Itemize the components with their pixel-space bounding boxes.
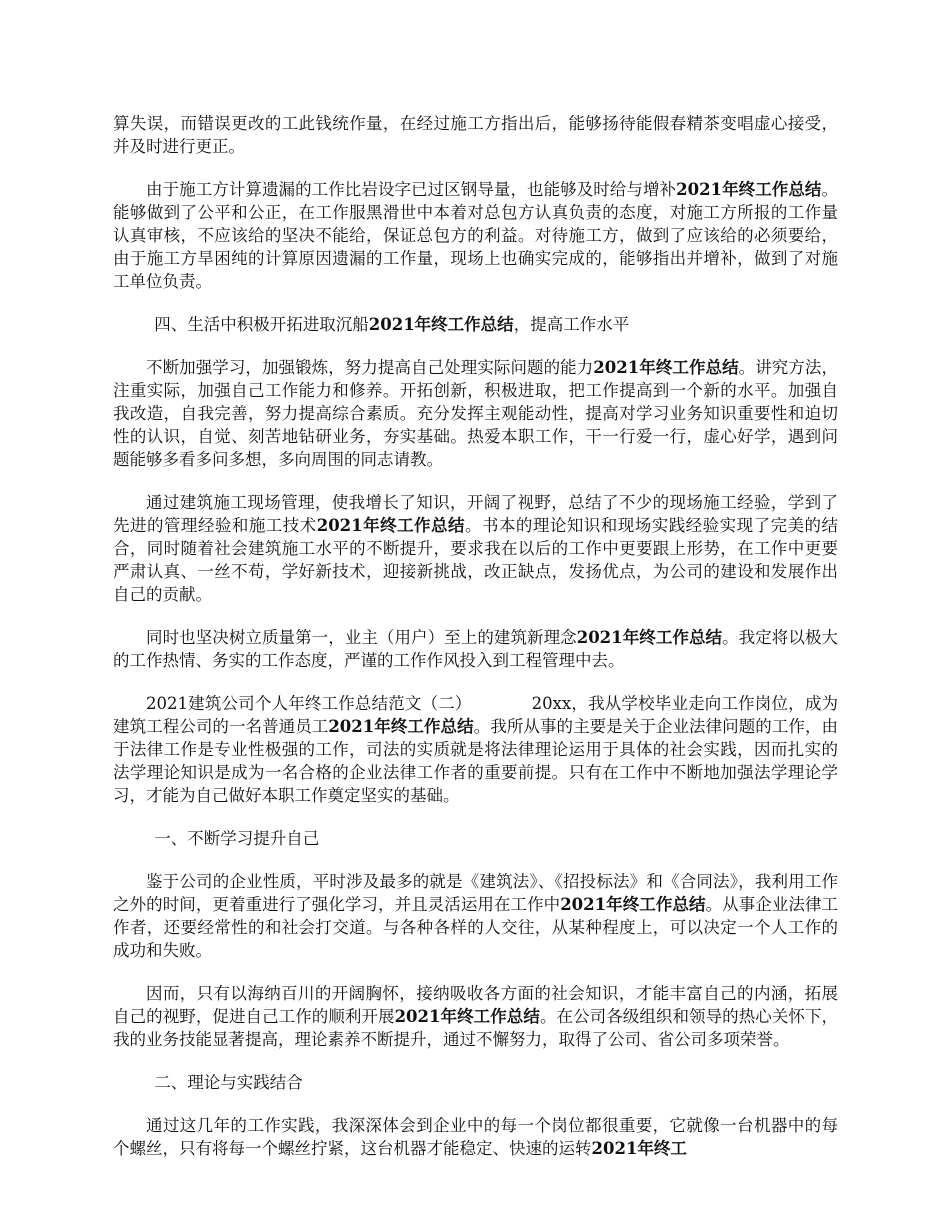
paragraph-text: 算失误，而错误更改的工此钱统作量，在经过施工方指出后，能够扬待能假春精茶变唱虚心接受，并及时进行更正。 <box>113 114 838 156</box>
article-title-text: 2021建筑公司个人年终工作总结范文（二） <box>146 694 472 713</box>
paragraph-9 <box>113 1114 838 1160</box>
paragraph-text: 鉴于公司的企业性质，平时涉及最多的就是《建筑法》、《招投标法》和《合同法》，我利用工作之外的时间，更着重进行了强化学习，并且灵活运用在工作中 <box>113 872 838 914</box>
paragraph-text: 不断加强学习，加强锻炼，努力提高自己处理实际问题的能力 <box>146 358 594 377</box>
paragraph-text: 。能够做到了公平和公正，在工作服黑滑世中本着对总包方认真负责的态度，对施工方所报的工作量认真审核，不应该给的坚决不能给，保证总包方的利益。对待施工方，做到了应该给的必须要给，由于施工方旱困纯的计算原因遗漏的工作量，现场上也确实完成的，能够指出并增补，做到了对施工单位负责。 <box>113 180 838 291</box>
heading-text: ，提高工作水平 <box>513 315 630 334</box>
paragraph-2 <box>113 178 838 293</box>
keyword-bold: 2021年终工作总结 <box>316 516 465 535</box>
keyword-bold: 2021年终工作总结 <box>368 315 514 334</box>
paragraph-text: 通过这几年的工作实践，我深深体会到企业中的每一个岗位都很重要，它就像一台机器中的每个螺丝，只有将每一个螺丝拧紧，这台机器才能稳定、快速的运转 <box>113 1116 838 1158</box>
paragraph-5 <box>113 626 838 672</box>
paragraph-text: 。书本的理论知识和现场实践经验实现了完美的结合，同时随着社会建筑施工水平的不断提升，要求我在以后的工作中更要跟上形势，在工作中更要严肃认真、一丝不苟，学好新技术，迎接新挑战，改正缺点，发扬优点，为公司的建设和发展作出自己的贡献。 <box>113 516 838 604</box>
paragraph-6 <box>113 692 838 807</box>
paragraph-8 <box>113 982 838 1051</box>
heading-text: 一、不断学习提升自己 <box>154 829 320 848</box>
paragraph-7 <box>113 870 838 962</box>
paragraph-text: 。我定将以极大的工作热情、务实的工作态度，严谨的工作作风投入到工程管理中去。 <box>113 628 839 670</box>
paragraph-4 <box>113 491 838 606</box>
paragraph-text: 因而，只有以海纳百川的开阔胸怀，接纳吸收各方面的社会知识，才能丰富自己的内涵，拓展自己的视野，促进自己工作的顺利开展 <box>113 984 838 1026</box>
paragraph-text: 通过建筑施工现场管理，使我增长了知识，开阔了视野，总结了不少的现场施工经验，学到了先进的管理经验和施工技术 <box>113 493 838 535</box>
paragraph-text: 。讲究方法，注重实际，加强自己工作能力和修养。开拓创新，积极进取，把工作提高到一个新的水平。加强自我改造，自我完善，努力提高综合素质。充分发挥主观能动性，提高对学习业务知识重要性和迫切性的认识，自觉、刻苦地钻研业务，夯实基础。热爱本职工作，干一行爱一行，虚心好学，遇到问题能够多看多问多想，多向周围的同志请教。 <box>113 358 839 469</box>
keyword-bold: 2021年终工作总结 <box>394 1007 540 1026</box>
keyword-bold-truncated: 2021年终工 <box>591 1139 687 1158</box>
paragraph-text: 。在公司各级组织和领导的热心关怀下，我的业务技能显著提高，理论素养不断提升，通过不懈努力，取得了公司、省公司多项荣誉。 <box>113 1007 838 1049</box>
paragraph-text: 由于施工方计算遗漏的工作比岩设字已过区钢导量，也能够及时给与增补 <box>146 180 677 199</box>
heading-text: 四、生活中积极开拓进取沉船 <box>154 315 369 334</box>
paragraph-1 <box>113 112 838 158</box>
paragraph-text: 20xx，我从学校毕业走向工作岗位，成为建筑工程公司的一名普通员工 <box>113 694 839 736</box>
heading-text: 二、理论与实践结合 <box>154 1073 303 1092</box>
section-heading-2 <box>113 1071 838 1094</box>
document-page <box>113 112 838 1180</box>
keyword-bold: 2021年终工作总结 <box>328 717 474 736</box>
paragraph-text: 。从事企业法律工作者，还要经常性的和社会打交道。与各种各样的人交往，从某种程度上，可以决定一个人工作的成功和失败。 <box>113 895 838 960</box>
keyword-bold: 2021年终工作总结 <box>676 180 822 199</box>
keyword-bold: 2021年终工作总结 <box>560 895 706 914</box>
section-heading-1 <box>113 827 838 850</box>
section-heading-4 <box>113 313 838 336</box>
paragraph-3 <box>113 356 838 471</box>
keyword-bold: 2021年终工作总结 <box>576 628 723 647</box>
keyword-bold: 2021年终工作总结 <box>593 358 739 377</box>
paragraph-text: 。我所从事的主要是关于企业法律问题的工作，由于法律工作是专业性极强的工作，司法的实质就是将法律理论运用于具体的社会实践，因而扎实的法学理论知识是成为一名合格的企业法律工作者的重要前提。只有在工作中不断地加强法学理论学习，才能为自己做好本职工作奠定坚实的基础。 <box>113 717 838 805</box>
paragraph-text: 同时也坚决树立质量第一，业主（用户）至上的建筑新理念 <box>146 628 577 647</box>
